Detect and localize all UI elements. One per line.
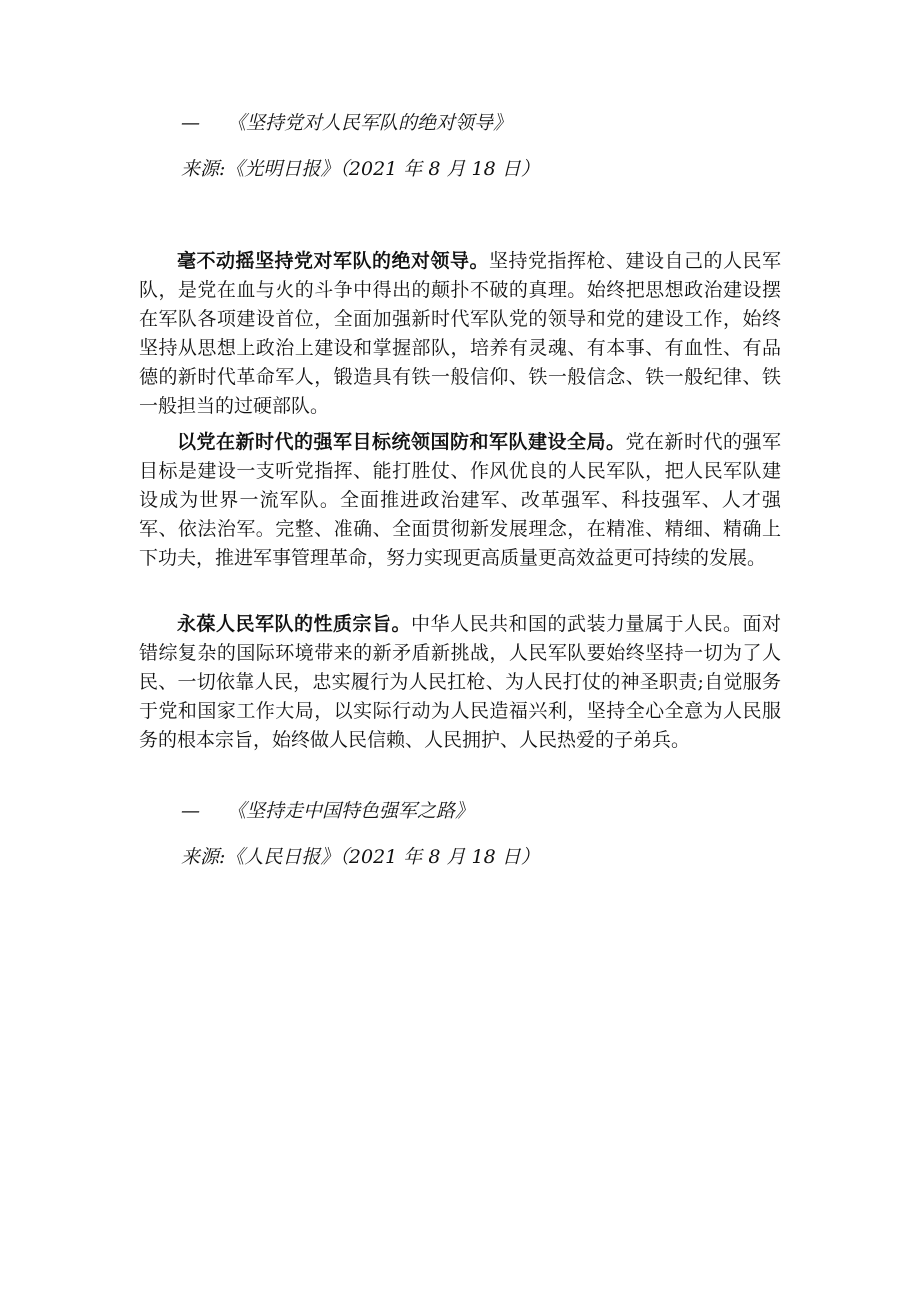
paragraph-3-lead: 永葆人民军队的性质宗旨。 <box>177 613 411 635</box>
quote1-dash: — <box>181 112 200 134</box>
paragraph-3 <box>139 610 781 755</box>
quote2-dash: — <box>181 800 200 822</box>
quote2-title: 《坚持走中国特色强军之路》 <box>227 800 475 822</box>
quote1-attribution <box>181 109 512 137</box>
paragraph-1-lead: 毫不动摇坚持党对军队的绝对领导。 <box>177 250 489 272</box>
quote2-source: 来源:《人民日报》（2021 年 8 月 18 日） <box>181 846 540 868</box>
paragraph-2-lead: 以党在新时代的强军目标统领国防和军队建设全局。 <box>177 431 626 453</box>
quote1-title: 《坚持党对人民军队的绝对领导》 <box>227 112 513 134</box>
paragraph-3-body: 中华人民共和国的武装力量属于人民。面对错综复杂的国际环境带来的新矛盾新挑战，人民军队要始终坚持一切为了人民、一切依靠人民，忠实履行为人民扛枪、为人民打仗的神圣职责;自觉服务于党和国家工作大局，以实际行动为人民造福兴利，坚持全心全意为人民服务的根本宗旨，始终做人民信赖、人民拥护、人民热爱的子弟兵。 <box>139 613 781 751</box>
paragraph-1-body: 坚持党指挥枪、建设自己的人民军队，是党在血与火的斗争中得出的颠扑不破的真理。始终把思想政治建设摆在军队各项建设首位，全面加强新时代军队党的领导和党的建设工作，始终坚持从思想上政治上建设和掌握部队，培养有灵魂、有本事、有血性、有品德的新时代革命军人，锻造具有铁一般信仰、铁一般信念、铁一般纪律、铁一般担当的过硬部队。 <box>139 250 781 417</box>
paragraph-2-body: 党在新时代的强军目标是建设一支听党指挥、能打胜仗、作风优良的人民军队，把人民军队建设成为世界一流军队。全面推进政治建军、改革强军、科技强军、人才强军、依法治军。完整、准确、全面贯彻新发展理念，在精准、精细、精确上下功夫，推进军事管理革命，努力实现更高质量更高效益更可持续的发展。 <box>139 431 781 569</box>
quote2-attribution <box>181 797 474 825</box>
paragraph-1 <box>139 247 781 421</box>
quote1-source: 来源:《光明日报》（2021 年 8 月 18 日） <box>181 158 540 180</box>
paragraph-2 <box>139 428 781 573</box>
